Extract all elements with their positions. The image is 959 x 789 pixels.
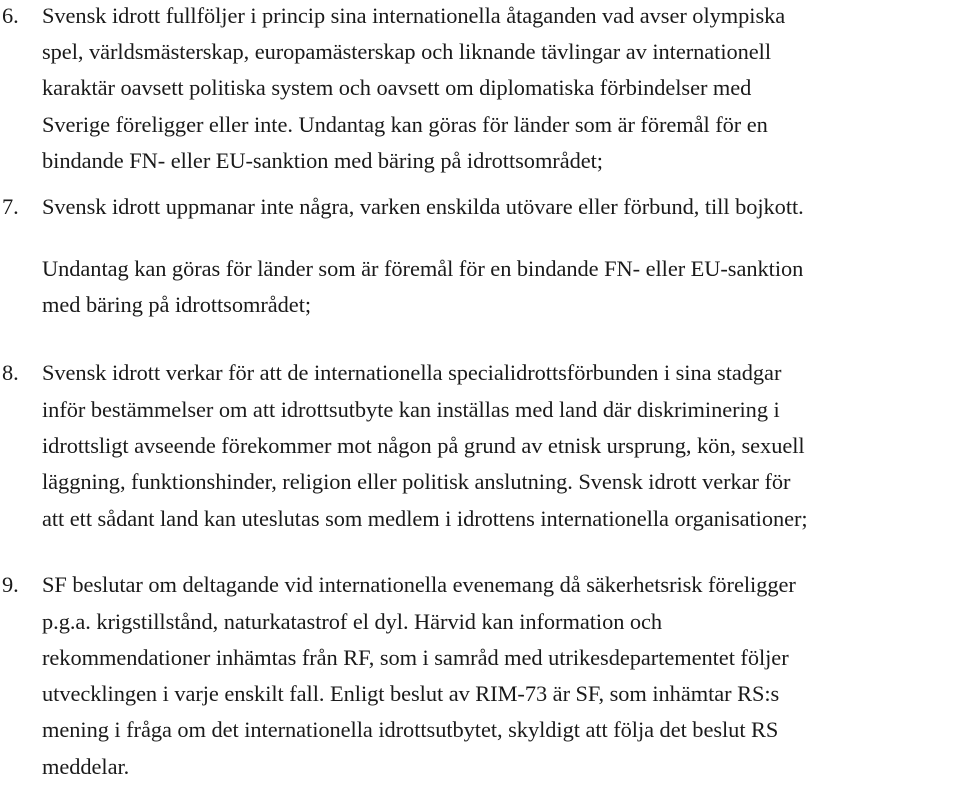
item-number: 6.	[2, 3, 19, 28]
item-text-line: Undantag kan göras för länder som är föremål för en bindande FN- eller EU-sanktion	[42, 256, 804, 281]
item-text-line: att ett sådant land kan uteslutas som medlem i idrottens internationella organisationer;	[42, 506, 808, 531]
item-text-line: spel, världsmästerskap, europamästerskap och liknande tävlingar av internationell	[42, 39, 772, 64]
item-text-line: med bäring på idrottsområdet;	[42, 292, 312, 317]
item-text-line: bindande FN- eller EU-sanktion med bäring på idrottsområdet;	[42, 148, 603, 173]
item-text-line: Svensk idrott uppmanar inte några, varken enskilda utövare eller förbund, till bojkott.	[42, 194, 804, 219]
item-text-line: Svensk idrott fullföljer i princip sina internationella åtaganden vad avser olympiska	[42, 3, 786, 28]
item-text-line: mening i fråga om det internationella idrottsutbytet, skyldigt att följa det beslut RS	[42, 717, 779, 742]
item-number: 9.	[2, 572, 19, 597]
item-text-line: utvecklingen i varje enskilt fall. Enligt beslut av RIM-73 är SF, som inhämtar RS:s	[42, 681, 780, 706]
item-text-line: meddelar.	[42, 754, 130, 779]
item-text-line: Sverige föreligger eller inte. Undantag kan göras för länder som är föremål för en	[42, 112, 768, 137]
item-number: 8.	[2, 360, 19, 385]
item-text-line: inför bestämmelser om att idrottsutbyte kan inställas med land där diskriminering i	[42, 397, 780, 422]
item-text-line: rekommendationer inhämtas från RF, som i samråd med utrikesdepartementet följer	[42, 645, 789, 670]
item-text-line: idrottsligt avseende förekommer mot någon på grund av etnisk ursprung, kön, sexuell	[42, 433, 805, 458]
item-text-line: Svensk idrott verkar för att de internationella specialidrottsförbunden i sina stadgar	[42, 360, 782, 385]
item-text-line: läggning, funktionshinder, religion eller politisk anslutning. Svensk idrott verkar för	[42, 469, 791, 494]
item-text-line: p.g.a. krigstillstånd, naturkatastrof el dyl. Härvid kan information och	[42, 609, 663, 634]
item-text-line: SF beslutar om deltagande vid internationella evenemang då säkerhetsrisk föreligger	[42, 572, 796, 597]
item-text-line: karaktär oavsett politiska system och oavsett om diplomatiska förbindelser med	[42, 75, 752, 100]
item-number: 7.	[2, 194, 19, 219]
